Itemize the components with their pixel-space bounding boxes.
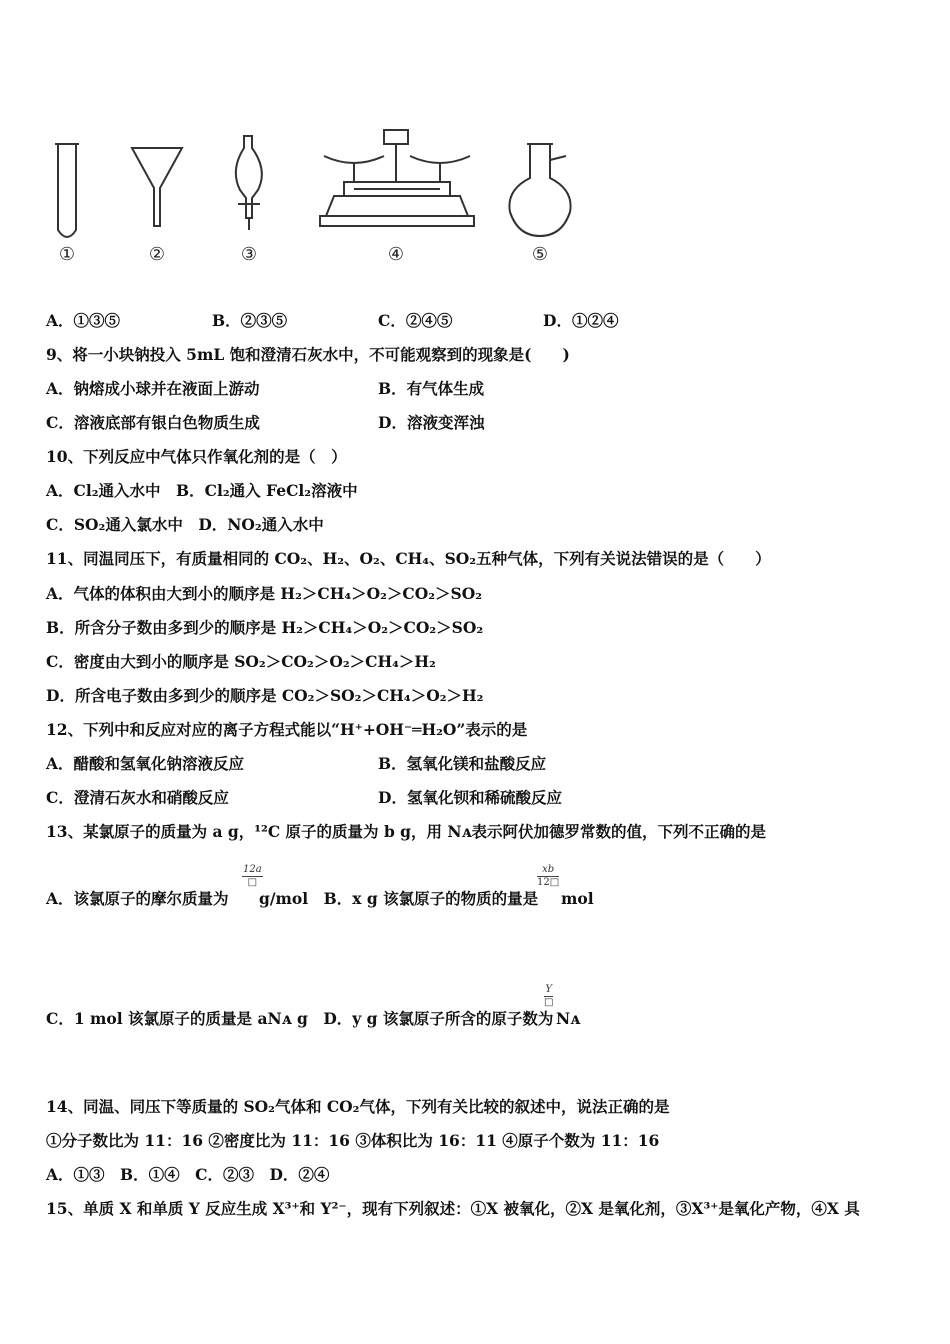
q10-stem: 10、下列反应中气体只作氧化剂的是（ ） (46, 447, 347, 466)
q13-option-a-text: A．该氯原子的摩尔质量为 (46, 889, 229, 908)
figure-label-3: ③ (240, 244, 258, 265)
q13-stem: 13、某氯原子的质量为 a g，¹²C 原子的质量为 b g，用 Nᴀ表示阿伏加德罗常数的值，下列不正确的是 (46, 822, 767, 841)
q13-fraction-a (242, 864, 263, 889)
q14-items: ①分子数比为 11：16 ②密度比为 11：16 ③体积比为 16：11 ④原子个数为 11：16 (46, 1131, 660, 1150)
q9-option-a: A．钠熔成小球并在液面上游动 (46, 379, 260, 398)
separatory-funnel-drawing (236, 136, 262, 230)
q11-option-a: A．气体的体积由大到小的顺序是 H₂＞CH₄＞O₂＞CO₂＞SO₂ (46, 584, 483, 603)
q13-option-b-unit: mol (561, 889, 594, 908)
q13-fraction-d (544, 984, 553, 1009)
q12-option-b: B．氢氧化镁和盐酸反应 (378, 754, 547, 773)
q11-option-b: B．所含分子数由多到少的顺序是 H₂＞CH₄＞O₂＞CO₂＞SO₂ (46, 618, 484, 637)
q9-option-d: D．溶液变浑浊 (378, 413, 485, 432)
q8-option-c: C．②④⑤ (378, 311, 453, 330)
q13-option-cd-text: C．1 mol 该氯原子的质量是 aNᴀ g D．y g 该氯原子所含的原子数为 (46, 1009, 554, 1028)
balance-drawing (320, 130, 474, 226)
q12-option-d: D．氢氧化钡和稀硫酸反应 (378, 788, 562, 807)
q9-option-b: B．有气体生成 (378, 379, 485, 398)
q10-options-line2: C．SO₂通入氯水中 D．NO₂通入水中 (46, 515, 324, 534)
figure-label-2: ② (148, 244, 166, 265)
apparatus-figure (44, 126, 574, 278)
q8-option-d: D．①②④ (543, 311, 619, 330)
q14-stem: 14、同温、同压下等质量的 SO₂气体和 CO₂气体，下列有关比较的叙述中，说法正确的是 (46, 1097, 670, 1116)
q11-option-d: D．所含电子数由多到少的顺序是 CO₂＞SO₂＞CH₄＞O₂＞H₂ (46, 686, 484, 705)
distillation-flask-drawing (509, 144, 570, 236)
q12-option-c: C．澄清石灰水和硝酸反应 (46, 788, 229, 807)
q9-stem: 9、将一小块钠投入 5mL 饱和澄清石灰水中，不可能观察到的现象是( ) (46, 345, 570, 364)
funnel-drawing (132, 148, 182, 226)
q13-fraction-b-num: xb (537, 864, 559, 877)
q12-option-a: A．醋酸和氢氧化钠溶液反应 (46, 754, 245, 773)
figure-label-4: ④ (387, 244, 405, 265)
q11-stem: 11、同温同压下，有质量相同的 CO₂、H₂、O₂、CH₄、SO₂五种气体，下列有关说法错误的是（ ） (46, 549, 771, 568)
q14-options: A．①③ B．①④ C．②③ D．②④ (46, 1165, 330, 1184)
q8-option-a: A．①③⑤ (46, 311, 121, 330)
q13-option-d-unit: Nᴀ (556, 1009, 581, 1028)
q13-fraction-a-den: □ (247, 877, 258, 888)
q13-fraction-a-num: 12a (243, 864, 262, 875)
q13-fraction-b-den: 12□ (537, 877, 560, 888)
q13-option-b-text: g/mol B．x g 该氯原子的物质的量是 (259, 889, 539, 908)
q15-stem: 15、单质 X 和单质 Y 反应生成 X³⁺和 Y²⁻，现有下列叙述：①X 被氧化，②X 是氧化剂，③X³⁺是氧化产物，④X 具 (46, 1199, 860, 1218)
q9-option-c: C．溶液底部有银白色物质生成 (46, 413, 260, 432)
figure-label-5: ⑤ (531, 244, 549, 265)
q13-fraction-d-den: □ (544, 997, 554, 1008)
q13-fraction-d-num: Y (545, 984, 553, 995)
q11-option-c: C．密度由大到小的顺序是 SO₂＞CO₂＞O₂＞CH₄＞H₂ (46, 652, 436, 671)
figure-label-1: ① (58, 244, 76, 265)
q13-fraction-b (537, 864, 559, 889)
test-tube-drawing (55, 144, 79, 237)
q12-stem: 12、下列中和反应对应的离子方程式能以“H⁺+OH⁻═H₂O”表示的是 (46, 720, 528, 739)
q10-options-line1: A．Cl₂通入水中 B．Cl₂通入 FeCl₂溶液中 (46, 481, 358, 500)
q8-option-b: B．②③⑤ (212, 311, 288, 330)
